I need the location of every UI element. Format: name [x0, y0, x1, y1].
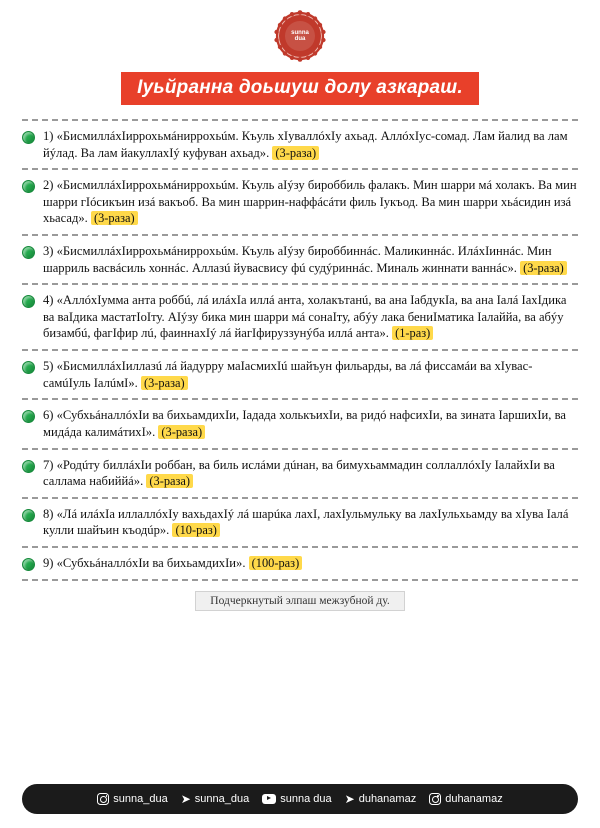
list-item-text: [43, 506, 578, 539]
divider: [22, 497, 578, 499]
dhikr-text: 5) «БисмиллáхIиллазú лá йадурру маIасмихIú шайъун фильарды, ва лá фиссамáи ва хIувас-самúIуль IалúмI».: [43, 359, 533, 390]
dhikr-text: 2) «БисмиллáхIиррохьмáнирpoхьúм. Къуль аIýзу бироббиль фалакъ. Мин шарри мá холакъ. Ва мин шарри гIóсикъин изá вакъоб. Ва мин шаррин-наффáсáти филь Iукъод. Ва мин шарри хьáсидин изá хьасад».: [43, 178, 577, 226]
social-label: sunna_dua: [194, 793, 250, 805]
social-label: sunna dua: [280, 793, 332, 805]
list-item: [22, 407, 578, 440]
dhikr-text: 7) «Родúту биллáхIи роббан, ва биль ислáми дúнан, ва бимухьаммадин соллаллóхIу IалайхIи ва саллама набиййá».: [43, 457, 555, 489]
list-item-text: [43, 358, 578, 391]
logo-container: [0, 0, 600, 62]
list-item-text: [43, 177, 578, 227]
list-item: [22, 243, 578, 276]
footnote-container: [0, 591, 600, 611]
dhikr-text: 1) «БисмиллáхIиррохьмáнирpoхьúм. Къуль хIуваллóхIу ахьад. АллóхIус-сомад. Лам йалид ва лам йýлад. Ва лам йакуллахIý куфуван ахьад».: [43, 129, 568, 160]
divider: [22, 283, 578, 285]
divider: [22, 349, 578, 351]
dhikr-text: 3) «БисмиллáхIиррохьмáнирpoхьúм. Къуль аIýзу бироббиннáс. Маликиннáс. ИлáхIиннáс. Мин шарриль васвáсиль хоннáс. Аллазú йувасвису фú судýриннáс. Миналь жиннати ваннáс».: [43, 244, 552, 275]
list-item-text: [43, 243, 578, 276]
title-container: [0, 72, 600, 105]
dhikr-text: 6) «СубхьáналлóхIи ва бихьамдихIи, Iададa холькъихIи, ва ридó нафсихIи, ва зината IаршихIи, ва мидáда калимáтихI».: [43, 408, 566, 439]
green-dot-icon: [22, 509, 35, 522]
repetition-badge: (3-раза): [520, 261, 567, 275]
repetition-badge: (3-раза): [272, 146, 319, 160]
list-item: [22, 128, 578, 161]
green-dot-icon: [22, 131, 35, 144]
social-link-instagram-duhanamaz[interactable]: [429, 793, 503, 805]
green-dot-icon: [22, 180, 35, 193]
green-dot-icon: [22, 558, 35, 571]
social-link-youtube-sunna-dua[interactable]: [262, 793, 331, 805]
divider: [22, 234, 578, 236]
social-link-telegram-duhanamaz[interactable]: [345, 793, 417, 805]
footnote-text: Подчеркнутый элпаш межзубной ду.: [195, 591, 404, 611]
repetition-badge: (10-раз): [172, 523, 219, 537]
green-dot-icon: [22, 295, 35, 308]
sunna-dua-logo: [274, 10, 326, 62]
divider: [22, 448, 578, 450]
dhikr-list: [0, 119, 600, 581]
telegram-icon: ➤: [180, 792, 191, 806]
list-item: [22, 457, 578, 490]
divider: [22, 579, 578, 581]
logo-text-line2: dua: [294, 36, 306, 42]
dhikr-text: 9) «СубхьáналлóхIи ва бихьамдихIи».: [43, 555, 246, 570]
youtube-icon: [262, 794, 276, 804]
repetition-badge: (1-раз): [392, 326, 433, 340]
social-label: duhanamaz: [445, 793, 503, 805]
divider: [22, 168, 578, 170]
social-link-telegram-sunna-dua[interactable]: [181, 793, 250, 805]
telegram-icon: ➤: [344, 792, 355, 806]
list-item: [22, 358, 578, 391]
list-item-text: [43, 457, 578, 490]
social-label: sunna_dua: [113, 793, 168, 805]
social-link-instagram-sunna-dua[interactable]: [97, 793, 167, 805]
social-footer: [22, 784, 578, 814]
social-label: duhanamaz: [358, 793, 417, 805]
divider: [22, 119, 578, 121]
logo-text: [291, 30, 309, 43]
instagram-icon: [429, 793, 441, 805]
repetition-badge: (3-раза): [141, 376, 188, 390]
dhikr-text: 4) «АллóхIумма анта роббú, лá илáхIа иллá анта, холакътанú, ва ана IабдукIа, ва ана Iалá IахIдика ва ваIдика мастатIоIту. АIýзу бика мин шарри мá сонаIту, абýу лака бениIматика Iалаййа, ва абýу бизамбú, фагIфир лú, фаиннахIý лá йагIфируззунýба иллá анта».: [43, 293, 567, 341]
repetition-badge: (3-раза): [146, 474, 193, 488]
list-item-text: [43, 292, 578, 342]
divider: [22, 546, 578, 548]
instagram-icon: [97, 793, 109, 805]
repetition-badge: (3-раза): [158, 425, 205, 439]
list-item: [22, 555, 578, 572]
repetition-badge: (100-раз): [249, 556, 303, 570]
list-item-text: [43, 407, 578, 440]
list-item: [22, 177, 578, 227]
green-dot-icon: [22, 361, 35, 374]
list-item-text: [43, 555, 302, 572]
repetition-badge: (3-раза): [91, 211, 138, 225]
green-dot-icon: [22, 410, 35, 423]
page-title: Iуьйранна доьшуш долу азкараш.: [121, 72, 479, 105]
dhikr-text: 8) «Лá илáхIа иллаллóхIу вахьдахIý лá шарúка лахI, лахIульмульку ва лахIульхьамду ва хIува Iалá кулли шайъин къодúр».: [43, 506, 569, 538]
list-item-text: [43, 128, 578, 161]
green-dot-icon: [22, 246, 35, 259]
list-item: [22, 506, 578, 539]
logo-text-line1: sunna: [291, 29, 309, 36]
list-item: [22, 292, 578, 342]
green-dot-icon: [22, 460, 35, 473]
divider: [22, 398, 578, 400]
